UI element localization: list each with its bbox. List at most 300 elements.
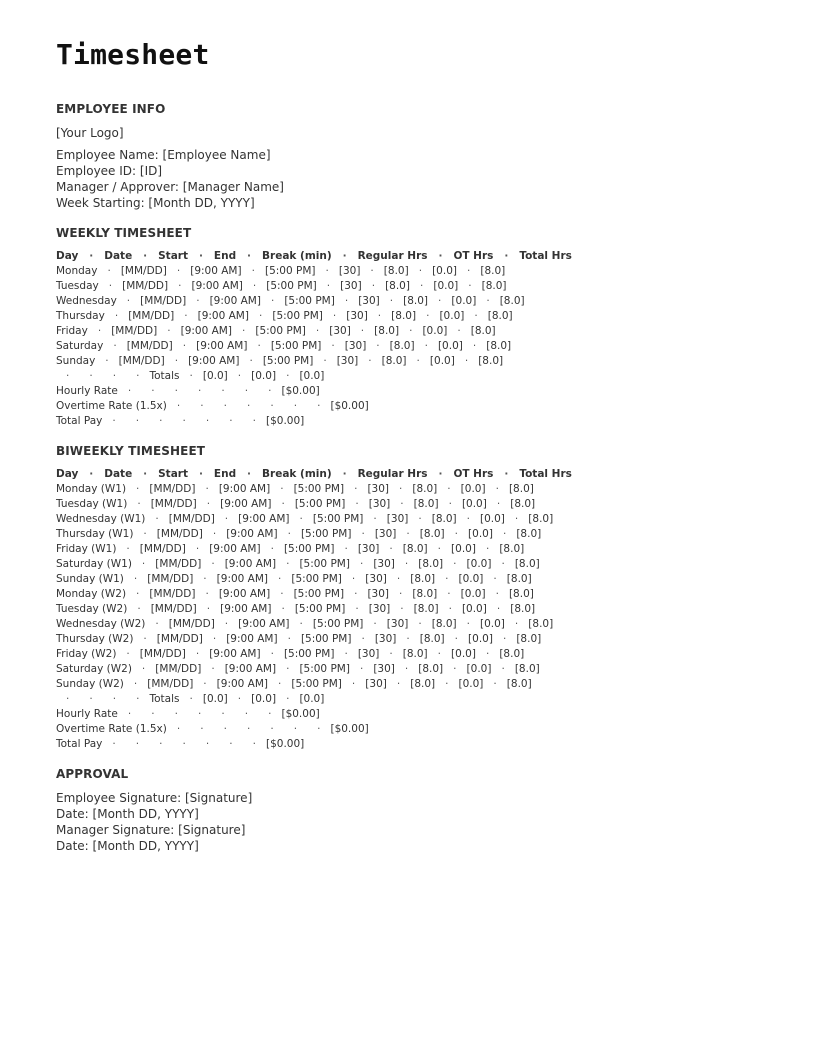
table-cell: [MM/DD] (150, 603, 197, 615)
table-row (56, 527, 776, 542)
table-cell: [30] (368, 603, 391, 615)
table-cell: [8.0] (528, 618, 554, 630)
table-cell: Total Pay (56, 738, 103, 750)
table-cell: [5:00 PM] (299, 663, 350, 675)
cell-separator: · (193, 573, 217, 585)
table-cell: [5:00 PM] (312, 513, 364, 525)
cell-separator: · (188, 250, 214, 262)
table-cell: Total Pay (56, 415, 103, 427)
cell-separator: · (345, 603, 369, 615)
table-cell: [0.0] (458, 678, 484, 690)
table-cell: Monday (56, 265, 98, 277)
table-cell: [30] (386, 513, 409, 525)
cell-separator: · (366, 340, 390, 352)
table-cell: [9:00 AM] (188, 355, 240, 367)
column-header: Day (56, 468, 79, 480)
cell-separator: · (214, 618, 239, 630)
cell-separator: · (427, 648, 452, 660)
table-cell: [9:00 AM] (209, 543, 261, 555)
table-cell: [MM/DD] (150, 498, 197, 510)
table-cell: [MM/DD] (118, 355, 165, 367)
table-cell: [MM/DD] (139, 543, 186, 555)
table-cell: [30] (329, 325, 351, 337)
cell-separator: · (260, 543, 284, 555)
table-header-row (56, 467, 776, 482)
cell-separator: · (437, 588, 461, 600)
table-cell: [0.0] (451, 648, 476, 660)
cell-separator: · (116, 295, 141, 307)
table-cell: [8.0] (381, 355, 407, 367)
table-cell: [9:00 AM] (191, 280, 243, 292)
cell-separator: · (438, 603, 462, 615)
table-cell: [5:00 PM] (293, 588, 345, 600)
table-cell: Monday (W1) (56, 483, 127, 495)
cell-separator: · (172, 415, 196, 427)
cell-separator: · (236, 468, 263, 480)
table-cell: [MM/DD] (122, 280, 169, 292)
cell-separator: · (185, 648, 210, 660)
cell-separator: · (475, 543, 500, 555)
table-cell: [30] (367, 588, 390, 600)
table-cell: [5:00 PM] (283, 543, 335, 555)
cell-separator: · (231, 325, 256, 337)
table-cell: [8.0] (486, 340, 512, 352)
table-cell: [5:00 PM] (294, 603, 346, 615)
table-cell: [MM/DD] (147, 678, 194, 690)
table-row (56, 279, 776, 294)
table-cell: [30] (338, 265, 361, 277)
table-cell: [0.0] (433, 280, 459, 292)
table-cell: [30] (340, 280, 362, 292)
cell-separator: · (390, 603, 414, 615)
employee-info-heading: EMPLOYEE INFO (56, 102, 166, 116)
cell-separator: · (504, 618, 529, 630)
cell-separator: · (131, 663, 156, 675)
cell-separator: · (95, 355, 119, 367)
logo-placeholder: [Your Logo] (56, 126, 124, 140)
table-cell: [30] (374, 633, 397, 645)
cell-separator: · (102, 693, 127, 705)
table-row (56, 737, 776, 752)
cell-separator: · (166, 723, 191, 735)
table-cell: [0.0] (466, 558, 492, 570)
table-cell: [8.0] (374, 325, 400, 337)
cell-separator: · (437, 483, 461, 495)
cell-separator: · (149, 738, 173, 750)
cell-separator: · (201, 558, 225, 570)
table-cell: [8.0] (410, 678, 436, 690)
cell-separator: · (126, 370, 150, 382)
table-cell: [8.0] (506, 678, 532, 690)
table-cell: [0.0] (461, 603, 487, 615)
cell-separator: · (186, 295, 210, 307)
cell-separator: · (172, 738, 196, 750)
table-cell: [0.0] (202, 370, 228, 382)
cell-separator: · (475, 648, 500, 660)
table-cell: [5:00 PM] (284, 295, 335, 307)
cell-separator: · (271, 498, 295, 510)
cell-separator: · (164, 385, 188, 397)
cell-separator: · (116, 543, 140, 555)
cell-separator: · (164, 708, 188, 720)
table-cell: [9:00 AM] (218, 483, 271, 495)
cell-separator: · (149, 415, 173, 427)
cell-separator: · (102, 738, 126, 750)
cell-separator: · (188, 468, 214, 480)
cell-separator: · (145, 618, 169, 630)
table-cell: [8.0] (481, 280, 507, 292)
table-cell: [0.0] (251, 693, 277, 705)
cell-separator: · (123, 573, 148, 585)
cell-separator: · (132, 250, 159, 262)
table-cell: [5:00 PM] (283, 648, 335, 660)
table-cell: [8.0] (389, 340, 415, 352)
biweekly-timesheet-section (56, 443, 776, 752)
table-cell: [30] (373, 663, 395, 675)
table-cell: Saturday (W1) (56, 558, 132, 570)
cell-separator: · (322, 310, 347, 322)
table-cell: [0.0] (468, 633, 493, 645)
table-row (56, 309, 776, 324)
column-header: Date (104, 468, 133, 480)
table-row (56, 294, 776, 309)
table-row (56, 414, 776, 429)
cell-separator: · (386, 573, 411, 585)
table-cell: [MM/DD] (155, 558, 202, 570)
cell-separator: · (367, 310, 392, 322)
cell-separator: · (344, 588, 368, 600)
cell-separator: · (227, 370, 252, 382)
cell-separator: · (168, 280, 192, 292)
table-cell: [8.0] (516, 633, 542, 645)
cell-separator: · (486, 603, 511, 615)
cell-separator: · (133, 633, 157, 645)
table-cell: [8.0] (499, 543, 525, 555)
cell-separator: · (79, 693, 103, 705)
cell-separator: · (211, 708, 235, 720)
cell-separator: · (504, 513, 529, 525)
table-cell: [0.0] (451, 543, 476, 555)
cell-separator: · (408, 265, 433, 277)
cell-separator: · (195, 415, 220, 427)
table-cell: [8.0] (516, 528, 542, 540)
table-cell: [MM/DD] (128, 310, 175, 322)
column-header: Total Hrs (519, 468, 572, 480)
table-cell: [MM/DD] (149, 588, 196, 600)
table-cell: [MM/DD] (155, 663, 202, 675)
cell-separator: · (443, 558, 467, 570)
table-cell: [9:00 AM] (226, 528, 278, 540)
table-cell: [8.0] (419, 633, 445, 645)
table-cell: Hourly Rate (56, 385, 118, 397)
cell-separator: · (179, 693, 203, 705)
cell-separator: · (435, 573, 459, 585)
cell-separator: · (190, 400, 214, 412)
cell-separator: · (202, 528, 227, 540)
cell-separator: · (409, 280, 434, 292)
table-cell: [8.0] (412, 588, 438, 600)
table-row (56, 497, 776, 512)
cell-separator: · (416, 310, 440, 322)
cell-separator: · (363, 618, 387, 630)
cell-separator: · (98, 280, 123, 292)
cell-separator: · (195, 738, 220, 750)
table-cell: [0.0] (480, 618, 505, 630)
table-cell: [8.0] (403, 295, 429, 307)
week-starting-line: Week Starting: [Month DD, YYYY] (56, 196, 255, 210)
cell-separator: · (187, 708, 212, 720)
cell-separator: · (349, 558, 374, 570)
cell-separator: · (103, 340, 127, 352)
cell-separator: · (358, 355, 382, 367)
cell-separator: · (219, 738, 243, 750)
cell-separator: · (344, 483, 368, 495)
cell-separator: · (127, 603, 151, 615)
table-cell: [5:00 PM] (272, 310, 323, 322)
table-cell: Totals (149, 370, 180, 382)
cell-separator: · (458, 280, 482, 292)
column-header: Start (158, 250, 188, 262)
table-cell: [8.0] (413, 603, 439, 615)
table-row (56, 384, 776, 399)
table-cell: [0.0] (251, 370, 277, 382)
cell-separator: · (313, 355, 337, 367)
table-cell: [8.0] (410, 573, 436, 585)
cell-separator: · (349, 663, 374, 675)
cell-separator: · (187, 385, 212, 397)
cell-separator: · (316, 280, 341, 292)
table-cell: [0.0] (299, 370, 325, 382)
table-cell: [0.0] (466, 663, 492, 675)
table-cell: [9:00 AM] (209, 648, 261, 660)
table-cell: [5:00 PM] (266, 280, 317, 292)
cell-separator: · (289, 618, 313, 630)
table-cell: [MM/DD] (168, 618, 215, 630)
table-cell: [0.0] (422, 325, 448, 337)
column-header: End (213, 250, 237, 262)
table-row (56, 369, 776, 384)
table-cell: [0.0] (451, 295, 477, 307)
table-cell: Wednesday (W2) (56, 618, 146, 630)
table-cell: Hourly Rate (56, 708, 118, 720)
cell-separator: · (379, 295, 404, 307)
table-cell: [MM/DD] (156, 633, 203, 645)
cell-separator: · (289, 513, 313, 525)
table-row (56, 632, 776, 647)
cell-separator: · (334, 648, 358, 660)
cell-separator: · (456, 513, 481, 525)
table-row (56, 482, 776, 497)
cell-separator: · (315, 265, 339, 277)
table-row (56, 647, 776, 662)
cell-separator: · (196, 603, 221, 615)
table-cell: [0.0] (439, 310, 465, 322)
biweekly-timesheet-heading: BIWEEKLY TIMESHEET (56, 444, 206, 458)
table-cell: [8.0] (412, 483, 438, 495)
table-cell: [9:00 AM] (190, 265, 242, 277)
cell-separator: · (270, 483, 294, 495)
column-header: Day (56, 250, 79, 262)
cell-separator: · (141, 708, 165, 720)
table-cell: [8.0] (419, 528, 445, 540)
table-row (56, 542, 776, 557)
cell-separator: · (79, 370, 103, 382)
table-cell: [30] (358, 295, 380, 307)
table-cell: [8.0] (478, 355, 504, 367)
cell-separator: · (427, 543, 452, 555)
cell-separator: · (321, 340, 345, 352)
table-cell: [MM/DD] (156, 528, 203, 540)
cell-separator: · (132, 468, 159, 480)
cell-separator: · (201, 663, 225, 675)
table-cell: Tuesday (W2) (56, 603, 128, 615)
table-cell: [8.0] (514, 558, 540, 570)
cell-separator: · (414, 340, 438, 352)
cell-separator: · (427, 250, 454, 262)
table-cell: [8.0] (418, 558, 444, 570)
table-cell: Friday (56, 325, 88, 337)
table-cell: [$0.00] (330, 723, 369, 735)
cell-separator: · (351, 633, 375, 645)
table-cell: [8.0] (510, 498, 536, 510)
table-row (56, 722, 776, 737)
column-header: Regular Hrs (357, 250, 428, 262)
table-row (56, 692, 776, 707)
table-cell: [MM/DD] (111, 325, 158, 337)
table-cell: [5:00 PM] (264, 265, 316, 277)
cell-separator: · (133, 528, 157, 540)
cell-separator: · (389, 588, 413, 600)
column-header: Break (min) (262, 250, 332, 262)
table-cell: [8.0] (528, 513, 554, 525)
table-cell: [8.0] (402, 648, 428, 660)
cell-separator: · (102, 370, 127, 382)
cell-separator: · (260, 400, 284, 412)
cell-separator: · (166, 265, 191, 277)
table-cell: Friday (W1) (56, 543, 117, 555)
employee-signature-line: Employee Signature: [Signature] (56, 791, 253, 805)
cell-separator: · (234, 708, 259, 720)
table-cell: Wednesday (56, 295, 117, 307)
table-cell: [0.0] (458, 573, 484, 585)
cell-separator: · (379, 543, 403, 555)
cell-separator: · (268, 573, 292, 585)
cell-separator: · (492, 528, 517, 540)
cell-separator: · (195, 588, 219, 600)
table-header-row (56, 249, 776, 264)
table-cell: [30] (346, 310, 368, 322)
cell-separator: · (236, 723, 261, 735)
table-cell: [30] (357, 648, 380, 660)
table-cell: [9:00 AM] (220, 498, 272, 510)
column-header: Date (104, 250, 133, 262)
cell-separator: · (78, 468, 105, 480)
approval-heading: APPROVAL (56, 767, 129, 781)
manager-date-line: Date: [Month DD, YYYY] (56, 839, 199, 853)
table-cell: Friday (W2) (56, 648, 117, 660)
cell-separator: · (276, 693, 300, 705)
cell-separator: · (493, 468, 520, 480)
cell-separator: · (242, 280, 267, 292)
table-cell: [8.0] (402, 543, 428, 555)
cell-separator: · (427, 468, 454, 480)
cell-separator: · (157, 325, 181, 337)
table-cell: [30] (344, 340, 367, 352)
weekly-timesheet-heading: WEEKLY TIMESHEET (56, 226, 192, 240)
table-cell: [5:00 PM] (291, 573, 342, 585)
cell-separator: · (363, 513, 387, 525)
cell-separator: · (195, 483, 219, 495)
table-cell: Sunday (W2) (56, 678, 124, 690)
cell-separator: · (389, 483, 413, 495)
manager-line: Manager / Approver: [Manager Name] (56, 180, 284, 194)
cell-separator: · (116, 648, 140, 660)
employee-date-line: Date: [Month DD, YYYY] (56, 807, 199, 821)
cell-separator: · (305, 325, 330, 337)
table-row (56, 399, 776, 414)
cell-separator: · (435, 678, 459, 690)
table-cell: Tuesday (W1) (56, 498, 128, 510)
cell-separator: · (307, 723, 331, 735)
table-cell: [MM/DD] (147, 573, 194, 585)
cell-separator: · (248, 310, 273, 322)
cell-separator: · (56, 370, 80, 382)
cell-separator: · (56, 693, 80, 705)
table-cell: Saturday (W2) (56, 663, 132, 675)
cell-separator: · (190, 723, 214, 735)
cell-separator: · (260, 295, 285, 307)
cell-separator: · (234, 385, 259, 397)
table-cell: [8.0] (508, 483, 534, 495)
cell-separator: · (236, 400, 261, 412)
table-cell: [MM/DD] (139, 648, 186, 660)
table-cell: Wednesday (W1) (56, 513, 146, 525)
table-cell: [8.0] (506, 573, 532, 585)
cell-separator: · (247, 340, 271, 352)
table-cell: [9:00 AM] (180, 325, 232, 337)
cell-separator: · (131, 558, 156, 570)
table-cell: [8.0] (510, 603, 536, 615)
cell-separator: · (486, 498, 511, 510)
table-cell: Thursday (56, 310, 105, 322)
cell-separator: · (242, 738, 266, 750)
table-cell: Thursday (W1) (56, 528, 134, 540)
cell-separator: · (277, 528, 301, 540)
cell-separator: · (408, 618, 432, 630)
table-row (56, 324, 776, 339)
cell-separator: · (78, 250, 105, 262)
cell-separator: · (351, 528, 375, 540)
column-header: Break (min) (262, 468, 332, 480)
cell-separator: · (307, 400, 331, 412)
cell-separator: · (493, 250, 520, 262)
cell-separator: · (485, 588, 509, 600)
cell-separator: · (193, 678, 217, 690)
table-cell: [30] (365, 573, 387, 585)
approval-section (56, 766, 776, 854)
table-cell: [30] (365, 678, 387, 690)
table-cell: [30] (367, 483, 390, 495)
table-cell: Tuesday (56, 280, 99, 292)
cell-separator: · (164, 355, 189, 367)
cell-separator: · (456, 265, 481, 277)
table-cell: [8.0] (499, 295, 525, 307)
cell-separator: · (456, 618, 481, 630)
cell-separator: · (334, 295, 359, 307)
table-cell: [8.0] (431, 513, 457, 525)
table-cell: [30] (336, 355, 359, 367)
cell-separator: · (127, 498, 151, 510)
